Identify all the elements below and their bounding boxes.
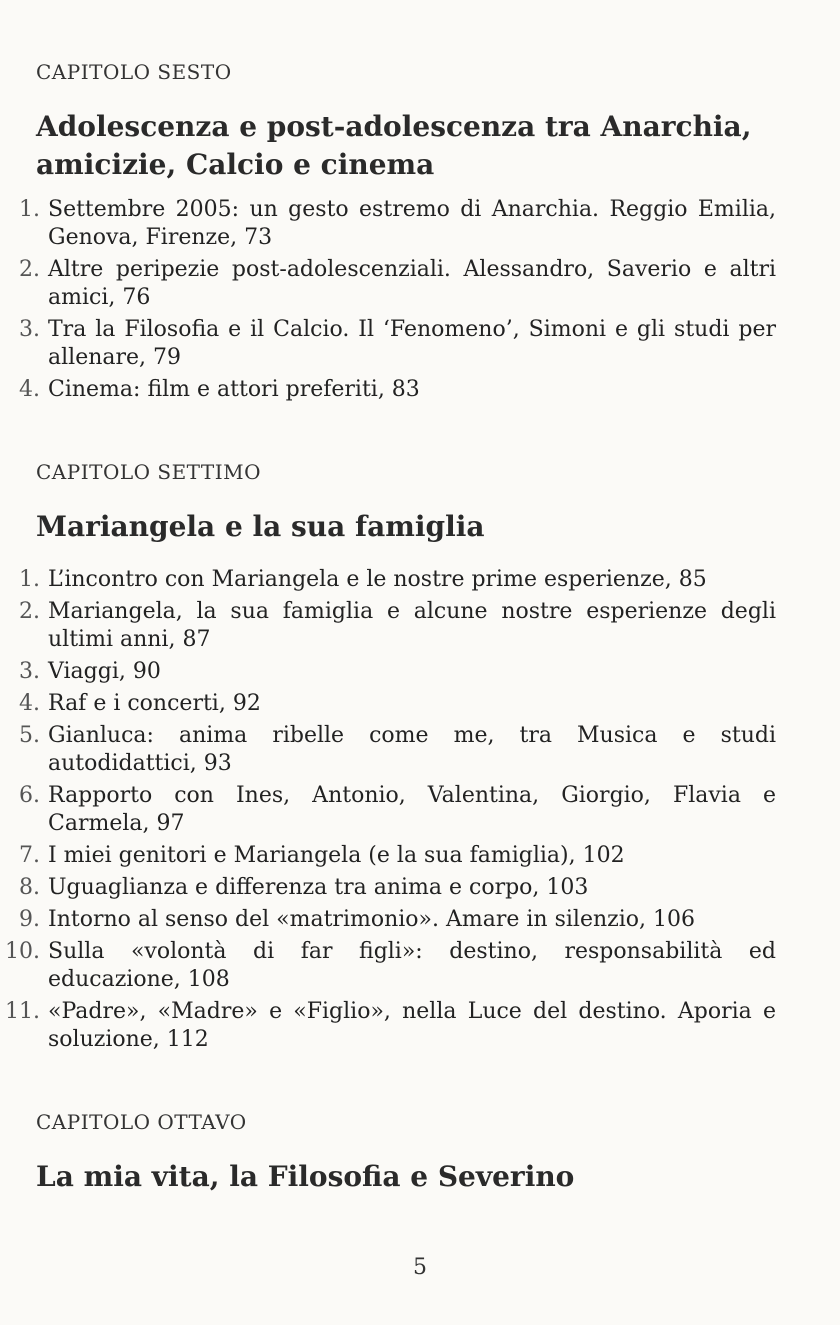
toc-entry-text: Tra la Filosofia e il Calcio. Il ‘Fenomeno’, Simoni e gli studi per allenare, 79 [48, 317, 776, 370]
toc-entry [5, 938, 776, 994]
toc-entry [19, 690, 776, 718]
toc-entry-text: Mariangela, la sua famiglia e alcune nostre esperienze degli ultimi anni, 87 [48, 599, 776, 652]
toc-entry [19, 782, 776, 838]
toc-entry-text: Uguaglianza e differenza tra anima e corpo, 103 [48, 875, 589, 900]
toc-entry [19, 566, 776, 594]
toc-entry [19, 256, 776, 312]
toc-entry-text: Settembre 2005: un gesto estremo di Anarchia. Reggio Emilia, Genova, Firenze, 73 [48, 197, 776, 250]
toc-entry-text: Cinema: film e attori preferiti, 83 [48, 377, 420, 402]
toc-entry-number: 10. [5, 939, 40, 964]
toc-entry [19, 196, 776, 252]
toc-entry [19, 658, 776, 686]
toc-list [19, 196, 776, 404]
chapter-section [36, 1110, 776, 1196]
toc-entry-number: 6. [19, 783, 40, 808]
toc-entry-number: 7. [19, 843, 40, 868]
toc-entry [19, 842, 776, 870]
chapter-title: Mariangela e la sua famiglia [36, 510, 485, 543]
chapter-label: CAPITOLO SESTO [36, 60, 232, 84]
toc-list [5, 566, 776, 1054]
page-number: 5 [413, 1255, 427, 1280]
chapter-section [5, 460, 776, 1058]
toc-entry-text: Sulla «volontà di far figli»: destino, responsabilità ed educazione, 108 [48, 939, 776, 992]
toc-entry-number: 11. [5, 999, 40, 1024]
toc-entry-number: 8. [19, 875, 40, 900]
toc-entry-number: 2. [19, 257, 40, 282]
toc-entry-text: L’incontro con Mariangela e le nostre prime esperienze, 85 [48, 567, 707, 592]
chapter-title: La mia vita, la Filosofia e Severino [36, 1160, 575, 1193]
toc-entry-number: 5. [19, 723, 40, 748]
toc-entry-number: 9. [19, 907, 40, 932]
toc-entry-text: Viaggi, 90 [48, 659, 161, 684]
toc-entry-number: 2. [19, 599, 40, 624]
toc-entry [19, 598, 776, 654]
toc-entry [5, 998, 776, 1054]
toc-entry-text: Altre peripezie post-adolescenziali. Alessandro, Saverio e altri amici, 76 [48, 257, 776, 310]
toc-entry-number: 4. [19, 691, 40, 716]
toc-entry-text: Rapporto con Ines, Antonio, Valentina, Giorgio, Flavia e Carmela, 97 [48, 783, 776, 836]
toc-entry-text: I miei genitori e Mariangela (e la sua famiglia), 102 [48, 843, 625, 868]
toc-entry-number: 1. [19, 197, 40, 222]
chapter-title: Adolescenza e post-adolescenza tra Anarchia, amicizie, Calcio e cinema [36, 110, 752, 181]
toc-entry [19, 376, 776, 404]
toc-entry [19, 874, 776, 902]
toc-entry [19, 722, 776, 778]
chapter-label: CAPITOLO SETTIMO [36, 460, 262, 484]
chapter-label: CAPITOLO OTTAVO [36, 1110, 247, 1134]
toc-entry [19, 316, 776, 372]
toc-entry-number: 3. [19, 317, 40, 342]
toc-entry-text: Raf e i concerti, 92 [48, 691, 261, 716]
toc-entry-text: «Padre», «Madre» e «Figlio», nella Luce del destino. Aporia e soluzione, 112 [48, 999, 776, 1052]
toc-entry-number: 4. [19, 377, 40, 402]
toc-entry-text: Gianluca: anima ribelle come me, tra Musica e studi autodidattici, 93 [48, 723, 776, 776]
chapter-section [19, 60, 776, 408]
toc-entry-text: Intorno al senso del «matrimonio». Amare in silenzio, 106 [48, 907, 695, 932]
toc-entry [19, 906, 776, 934]
toc-entry-number: 1. [19, 567, 40, 592]
toc-entry-number: 3. [19, 659, 40, 684]
